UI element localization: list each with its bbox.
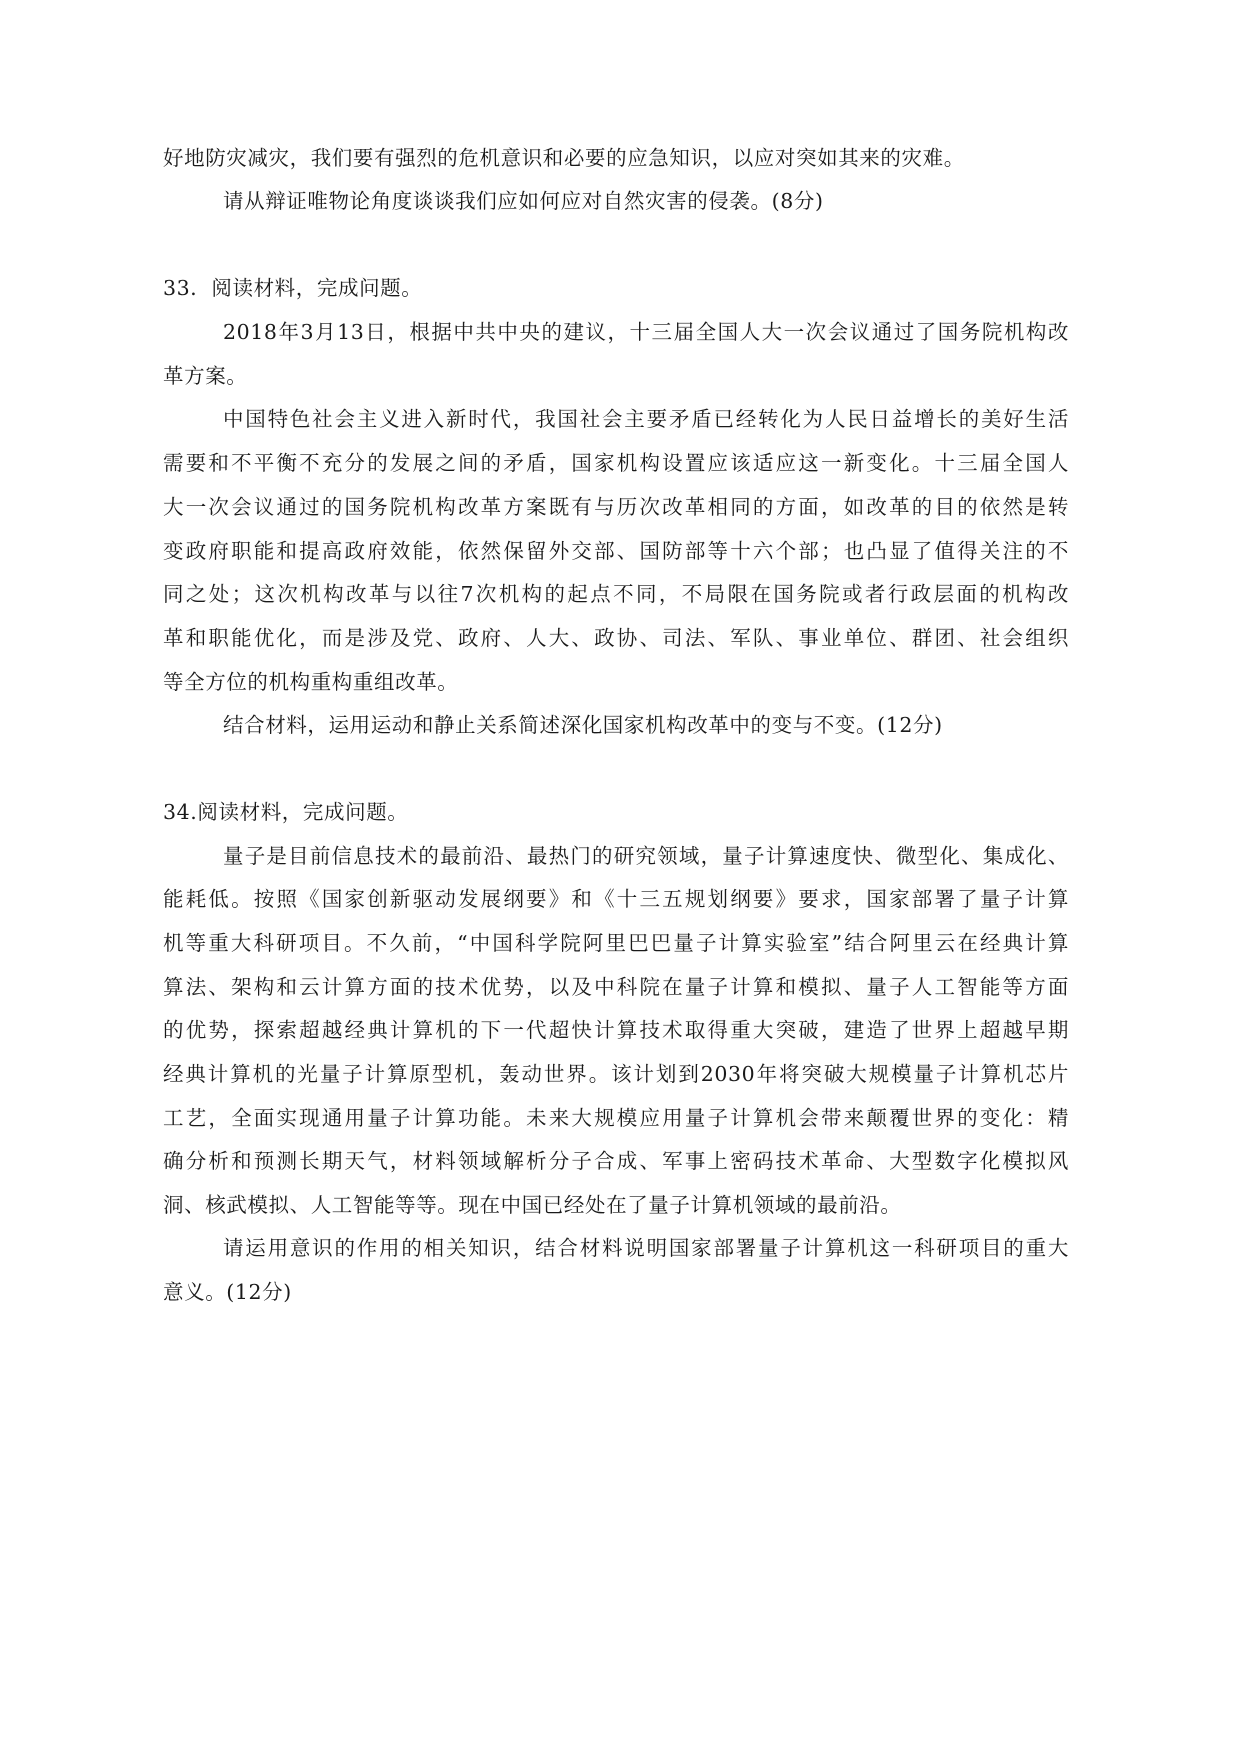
q33-material-line: 中国特色社会主义进入新时代，我国社会主要矛盾已经转化为人民日益增长的美好生活 [223, 407, 1069, 431]
q34-material-line: 算法、架构和云计算方面的技术优势，以及中科院在量子计算和模拟、量子人工智能等方面 [163, 975, 1069, 999]
q33-material-line: 革方案。 [163, 364, 248, 388]
q33-material-line: 革和职能优化，而是涉及党、政府、人大、政协、司法、军队、事业单位、群团、社会组织 [163, 626, 1069, 650]
q33-question: 结合材料，运用运动和静止关系简述深化国家机构改革中的变与不变。(12分) [223, 713, 943, 737]
q34-material-line: 经典计算机的光量子计算原型机，轰动世界。该计划到2030年将突破大规模量子计算机芯片 [163, 1062, 1069, 1086]
q33-material-line: 大一次会议通过的国务院机构改革方案既有与历次改革相同的方面，如改革的目的依然是转 [163, 495, 1069, 519]
q34-material-line: 洞、核武模拟、人工智能等等。现在中国已经处在了量子计算机领域的最前沿。 [163, 1193, 902, 1217]
q33-material-line: 需要和不平衡不充分的发展之间的矛盾，国家机构设置应该适应这一新变化。十三届全国人 [163, 451, 1069, 475]
q34-material-line: 机等重大科研项目。不久前，“中国科学院阿里巴巴量子计算实验室”结合阿里云在经典计算 [163, 931, 1069, 955]
q34-question: 意义。(12分) [163, 1280, 292, 1304]
q33-heading: 33．阅读材料，完成问题。 [163, 276, 423, 300]
q34-material-line: 能耗低。按照《国家创新驱动发展纲要》和《十三五规划纲要》要求，国家部署了量子计算 [163, 887, 1069, 911]
q34-material-line: 的优势，探索超越经典计算机的下一代超快计算技术取得重大突破，建造了世界上超越早期 [163, 1018, 1069, 1042]
q34-question: 请运用意识的作用的相关知识，结合材料说明国家部署量子计算机这一科研项目的重大 [223, 1236, 1069, 1260]
q33-material-line: 变政府职能和提高政府效能，依然保留外交部、国防部等十六个部；也凸显了值得关注的不 [163, 539, 1069, 563]
q34-heading: 34.阅读材料，完成问题。 [163, 800, 409, 824]
q34-material-line: 工艺，全面实现通用量子计算功能。未来大规模应用量子计算机会带来颠覆世界的变化：精 [163, 1106, 1069, 1130]
q33-material-line: 同之处；这次机构改革与以往7次机构的起点不同，不局限在国务院或者行政层面的机构改 [163, 582, 1069, 606]
q33-material-line: 等全方位的机构重构重组改革。 [163, 670, 459, 694]
q34-material-line: 确分析和预测长期天气，材料领域解析分子合成、军事上密码技术革命、大型数字化模拟风 [163, 1149, 1069, 1173]
q32-material-last-line: 好地防灾减灾，我们要有强烈的危机意识和必要的应急知识，以应对突如其来的灾难。 [163, 146, 965, 170]
q34-material-line: 量子是目前信息技术的最前沿、最热门的研究领域，量子计算速度快、微型化、集成化、 [223, 844, 1069, 868]
q32-question: 请从辩证唯物论角度谈谈我们应如何应对自然灾害的侵袭。(8分) [223, 189, 824, 213]
q33-material-line: 2018年3月13日，根据中共中央的建议，十三届全国人大一次会议通过了国务院机构改 [223, 320, 1069, 344]
